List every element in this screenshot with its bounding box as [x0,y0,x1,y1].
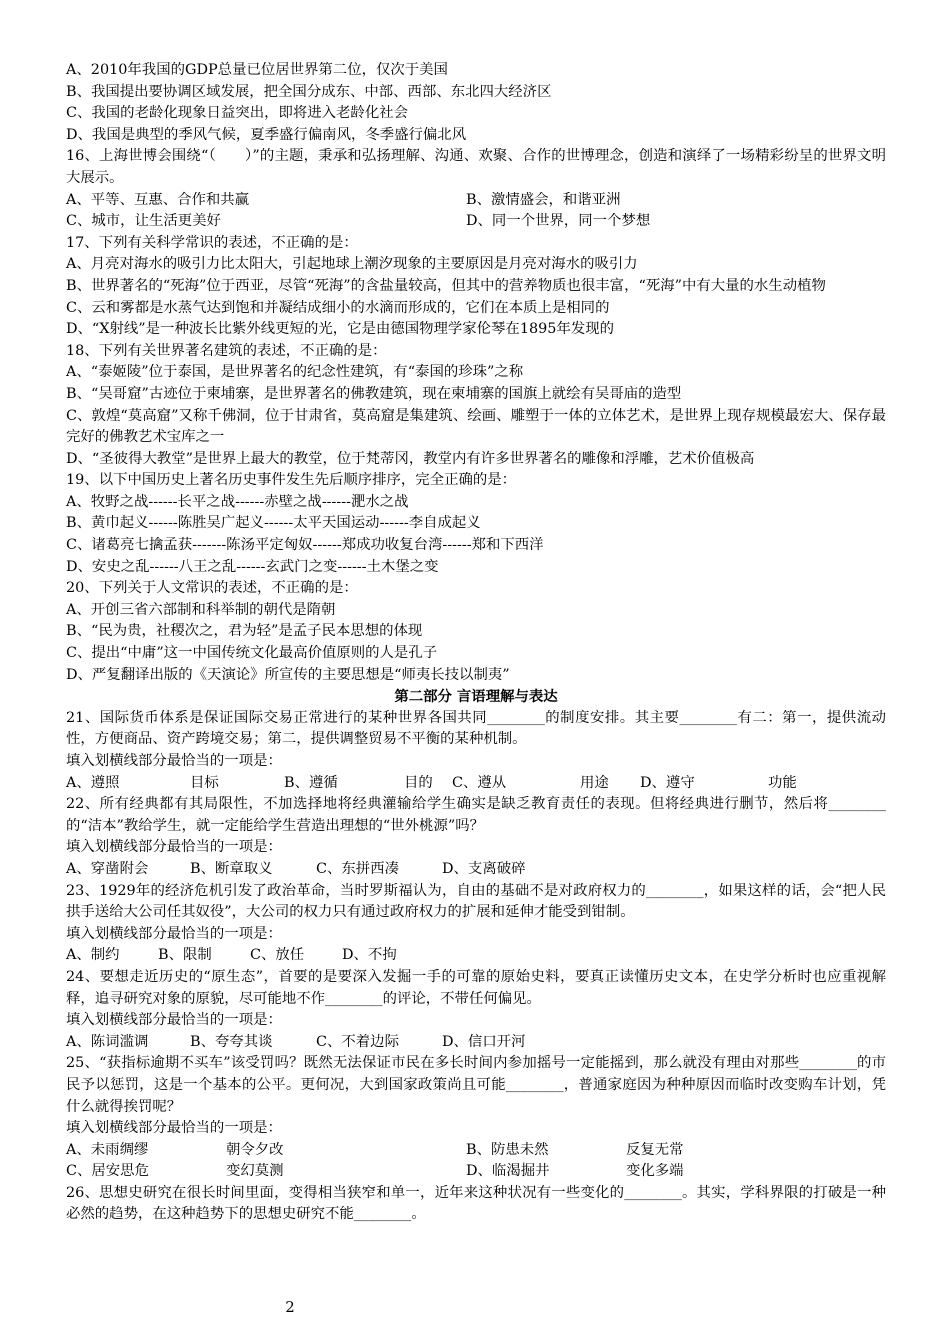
q16-option-a: A、平等、互惠、合作和共赢 [66,191,250,208]
q15-option-b: B、我国提出要协调区域发展，把全国分成东、中部、西部、东北四大经济区 [66,83,552,100]
q20-option-b: B、“民为贵，社稷次之，君为轻”是孟子民本思想的体现 [66,623,423,640]
q15-option-a: A、2010年我国的GDP总量已位居世界第二位，仅次于美国 [66,62,448,78]
q18-option-a: A、“泰姬陵”位于泰国，是世界著名的纪念性建筑，有“泰国的珍珠”之称 [66,364,524,381]
q20-stem: 20、下列关于人文常识的表述，不正确的是： [66,580,358,597]
q22-options [66,859,886,881]
q18-option-c: C、敦煌“莫高窟”又称千佛洞，位于甘肃省，莫高窟是集建筑、绘画、雕塑于一体的立体艺术，是世界上现存规模最宏大、保存最完好的佛教艺术宝库之一 [66,407,886,446]
q16-option-c: C、城市，让生活更美好 [66,213,221,230]
q19-option-c: C、诸葛亮七擒孟获-------陈汤平定匈奴------郑成功收复台湾------郑和下西洋 [66,537,544,554]
section-title: 第二部分 言语理解与表达 [394,688,558,706]
q23-option-c: C、放任 [250,947,305,964]
q24-options [66,1032,886,1054]
q16-options-row-2 [66,211,886,233]
q16-options-row-1 [66,190,886,212]
q17-stem: 17、下列有关科学常识的表述，不正确的是： [66,234,358,251]
q16-option-b: B、激情盛会，和谐亚洲 [466,191,621,208]
q24-option-a: A、陈词滥调 [66,1033,149,1050]
q26-stem: 26、思想史研究在很长时间里面，变得相当狭窄和单一，近年来这种状况有一些变化的________。其实，学科界限的打破是一种必然的趋势，在这种趋势下的思想史研究不能________。 [66,1184,886,1223]
q21-option-c-word2: 用途 [580,774,609,791]
q24-stem: 24、要想走近历史的“原生态”，首要的是要深入发掘一手的可靠的原始史料，要真正读懂历史文本，在史学分析时也应重视解释，追寻研究对象的原貌，尽可能地不作________的评论，不带任何偏见。 [66,968,886,1007]
q21-option-d-word2: 功能 [768,774,797,791]
q25-option-d-word1: D、临渴掘井 [466,1163,550,1180]
q24-option-b: B、夸夸其谈 [190,1033,273,1050]
q21-option-b-word1: B、遵循 [284,774,338,791]
q18-option-b: B、“吴哥窟”古迹位于柬埔寨，是世界著名的佛教建筑，现在柬埔寨的国旗上就绘有吴哥庙的造型 [66,385,682,402]
q15-option-c: C、我国的老龄化现象日益突出，即将进入老龄化社会 [66,105,408,122]
q22-option-b: B、断章取义 [190,860,273,877]
q22-option-d: D、支离破碎 [442,860,526,877]
q20-option-a: A、开创三省六部制和科举制的朝代是隋朝 [66,601,336,618]
q19-option-a: A、牧野之战------长平之战------赤壁之战------淝水之战 [66,493,409,510]
q15-option-d: D、我国是典型的季风气候，夏季盛行偏南风，冬季盛行偏北风 [66,126,467,143]
q22-prompt: 填入划横线部分最恰当的一项是： [66,839,282,856]
q25-option-d-word2: 变化多端 [626,1163,684,1180]
q25-option-c-word2: 变幻莫测 [226,1163,284,1180]
q21-options [66,773,886,795]
q25-stem: 25、“获指标逾期不买车”该受罚吗？既然无法保证市民在多长时间内参加摇号一定能摇到，那么就没有理由对那些________的市民予以惩罚，这是一个基本的公平。更何况，大到国家政策尚且可能________，普通家庭因为种种原因而临时改变购车计划，凭什么就得挨罚呢？ [66,1055,886,1115]
page-number: 2 [285,1298,295,1316]
q21-option-a-word1: A、遵照 [66,774,120,791]
document-page [66,60,886,1226]
q18-stem: 18、下列有关世界著名建筑的表述，不正确的是： [66,342,387,359]
q23-stem: 23、1929年的经济危机引发了政治革命，当时罗斯福认为，自由的基础不是对政府权力的________，如果这样的话，会“把人民拱手送给大公司任其奴役”，大公司的权力只有通过政府权力的扩展和延伸才能受到钳制。 [66,882,886,921]
q21-stem: 21、国际货币体系是保证国际交易正常进行的某种世界各国共同________的制度安排。其主要________有二：第一，提供流动性，方便商品、资产跨境交易；第二，提供调整贸易不平衡的某种机制。 [66,709,886,748]
q24-option-c: C、不着边际 [316,1033,399,1050]
q17-option-d: D、“X射线”是一种波长比紫外线更短的光，它是由德国物理学家伦琴在1895年发现的 [66,321,615,338]
q20-option-c: C、提出“中庸”这一中国传统文化最高价值原则的人是孔子 [66,645,438,662]
q24-prompt: 填入划横线部分最恰当的一项是： [66,1012,282,1029]
q24-option-d: D、信口开河 [442,1033,526,1050]
q19-stem: 19、以下中国历史上著名历史事件发生先后顺序排序，完全正确的是： [66,472,517,489]
q18-option-d: D、“圣彼得大教堂”是世界上最大的教堂，位于梵蒂冈，教堂内有许多世界著名的雕像和浮雕，艺术价值极高 [66,450,755,467]
q20-option-d: D、严复翻译出版的《天演论》所宣传的主要思想是“师夷长技以制夷” [66,666,510,683]
q23-option-a: A、制约 [66,947,120,964]
q25-options-row-2 [66,1161,886,1183]
q22-option-a: A、穿凿附会 [66,860,149,877]
q16-stem: 16、上海世博会围绕“（ ）”的主题，秉承和弘扬理解、沟通、欢聚、合作的世博理念，创造和演绎了一场精彩纷呈的世界文明大展示。 [66,148,886,186]
q21-option-a-word2: 目标 [190,774,219,791]
q19-option-b: B、黄巾起义------陈胜吴广起义------太平天国运动------李自成起义 [66,515,481,532]
q25-option-c-word1: C、居安思危 [66,1163,149,1180]
q22-stem: 22、所有经典都有其局限性，不加选择地将经典灌输给学生确实是缺乏教育责任的表现。但将经典进行删节，然后将________的“洁本”教给学生，就一定能给学生营造出理想的“世外桃源”吗？ [66,796,886,834]
q25-option-a-word1: A、未雨绸缪 [66,1141,149,1158]
q23-option-d: D、不拘 [342,947,397,964]
q21-prompt: 填入划横线部分最恰当的一项是： [66,753,282,769]
q23-option-b: B、限制 [158,947,212,964]
q17-option-c: C、云和雾都是水蒸气达到饱和并凝结成细小的水滴而形成的，它们在本质上是相同的 [66,299,610,316]
q19-option-d: D、安史之乱------八王之乱------玄武门之变------土木堡之变 [66,558,439,575]
q25-option-b-word2: 反复无常 [626,1141,684,1158]
q21-option-d-word1: D、遵守 [640,774,695,791]
q25-option-b-word1: B、防患未然 [466,1141,549,1158]
q23-prompt: 填入划横线部分最恰当的一项是： [66,925,282,942]
q17-option-a: A、月亮对海水的吸引力比太阳大，引起地球上潮汐现象的主要原因是月亮对海水的吸引力 [66,256,638,273]
q25-option-a-word2: 朝令夕改 [226,1141,284,1158]
q23-options [66,945,886,967]
q17-option-b: B、世界著名的“死海”位于西亚，尽管“死海”的含盐量较高，但其中的营养物质也很丰富，“死海”中有大量的水生动植物 [66,277,826,294]
q25-options-row-1 [66,1140,886,1162]
q22-option-c: C、东拼西凑 [316,860,399,877]
q25-prompt: 填入划横线部分最恰当的一项是： [66,1120,282,1137]
q21-option-b-word2: 目的 [404,774,433,791]
q16-option-d: D、同一个世界，同一个梦想 [466,213,651,230]
q21-option-c-word1: C、遵从 [452,774,507,791]
